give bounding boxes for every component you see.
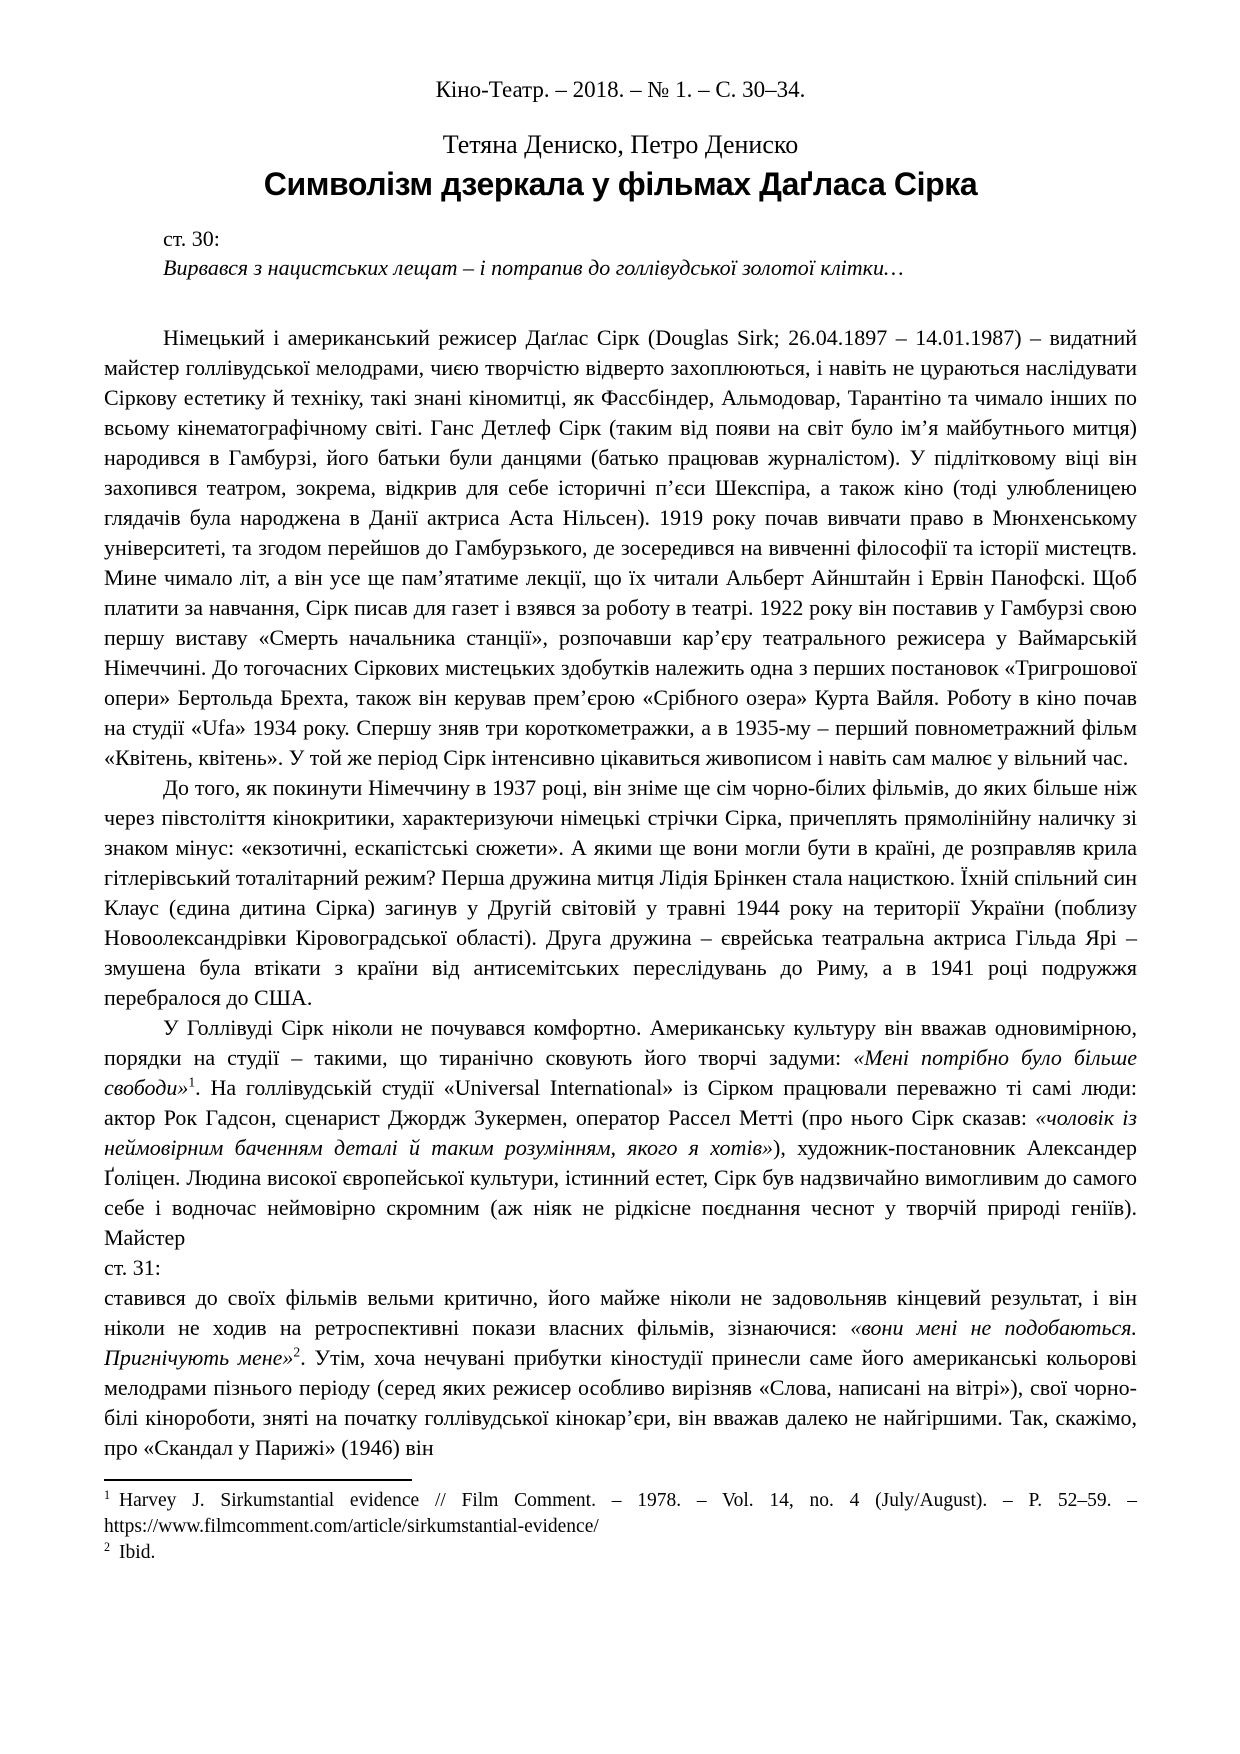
footnote-separator — [104, 1479, 412, 1481]
text-run: ставився до своїх фільмів вельми критично, його майже ніколи не задовольняв кінцевий результат, і він ніколи не ходив на ретроспективні покази власних фільмів, зізнаючися: — [104, 1285, 1137, 1340]
text-run: . Утім, хоча нечувані прибутки кіностудії принесли саме його американські кольорові мелодрами пізнього періоду (серед яких режисер особливо вирізняв «Слова, написані на вітрі»), свої чорно-білі кінороботи, зняті на початку голлівудської кінокар’єри, він вважав далеко не найгіршими. Так, скажімо, про «Скандал у Парижі» (1946) він — [104, 1345, 1137, 1460]
journal-reference: Кіно-Театр. – 2018. – № 1. – С. 30–34. — [435, 77, 806, 102]
footnote-1-marker: 1 — [104, 1487, 111, 1502]
quote-run: «Мені потрібно було більше свободи» — [104, 1045, 1137, 1100]
footnote-ref-1: 1 — [188, 1074, 196, 1090]
text-run: ), художник-постановник Александер Ґоліцен. Людина високої європейської культури, істинний естет, Сірк був надзвичайно вимогливим до самого себе і водночас неймовірно скромним (аж ніяк не рідкісне поєднання чеснот у творчій природі геніїв). Майстер — [104, 1135, 1137, 1250]
quote-run: «чоловік із неймовірним баченням деталі й таким розумінням, якого я хотів» — [104, 1105, 1137, 1160]
text-run: . На голлівудській студії «Universal International» із Сірком працювали переважно ті самі люди: актор Рок Гадсон, сценарист Джордж Зукермен, оператор Рассел Метті (про нього Сірк сказав: — [104, 1075, 1137, 1130]
footnote-2-marker: 2 — [104, 1539, 111, 1554]
text-run: У Голлівуді Сірк ніколи не почувався комфортно. Американську культуру він вважав одновимірною, порядки на студії – такими, що тиранічно сковують його творчі задуми: — [104, 1015, 1137, 1070]
footnote-1 — [104, 1488, 1137, 1540]
quote-run: «вони мені не подобаються. Пригнічують мене» — [104, 1315, 1138, 1370]
paragraph-3 — [104, 1013, 1137, 1253]
article-title: Символізм дзеркала у фільмах Даґласа Сірка — [263, 166, 978, 202]
footnote-2 — [104, 1540, 1137, 1566]
paragraph-1: Німецький і американський режисер Даґлас Сірк (Douglas Sirk; 26.04.1897 – 14.01.1987) – видатний майстер голлівудської мелодрами, чиєю творчістю відверто захоплюються, і навіть не цураються наслідувати Сіркову естетику й техніку, такі знані кіномитці, як Фассбіндер, Альмодовар, Тарантіно та чимало інших по всьому кінематографічному світі. Ганс Детлеф Сірк (таким від появи на світ було ім’я майбутнього митця) народився в Гамбурзі, його батьки були данцями (батько працював журналістом). У підлітковому віці він захопився театром, зокрема, відкрив для себе історичні п’єси Шекспіра, а також кіно (тоді улюбленицею глядачів була народжена в Данії актриса Аста Нільсен). 1919 року почав вивчати право в Мюнхенському університеті, та згодом перейшов до Гамбурзького, де зосередився на вивченні філософії та історії мистецтв. Мине чимало літ, а він усе ще пам’ятатиме лекції, що їх читали Альберт Айнштайн і Ервін Панофскі. Щоб платити за навчання, Сірк писав для газет і взявся за роботу в театрі. 1922 року він поставив у Гамбурзі свою першу виставу «Смерть начальника станції», розпочавши кар’єру театрального режисера у Ваймарській Німеччині. До тогочасних Сіркових мистецьких здобутків належить одна з перших постановок «Тригрошової опери» Бертольда Брехта, також він керував прем’єрою «Срібного озера» Курта Вайля. Роботу в кіно почав на студії «Ufa» 1934 року. Спершу зняв три короткометражки, а в 1935-му – перший повнометражний фільм «Квітень, квітень». У той же період Сірк інтенсивно цікавиться живописом і навіть сам малює у вільний час. — [104, 325, 1137, 770]
footnote-ref-2: 2 — [293, 1344, 301, 1360]
epigraph: Вирвався з нацистських лещат – і потрапив до голлівудської золотої клітки… — [163, 255, 904, 280]
page-marker-31: ст. 31: — [104, 1255, 161, 1280]
paragraph-2: До того, як покинути Німеччину в 1937 році, він зніме ще сім чорно-білих фільмів, до яких більше ніж через півстоліття кінокритики, характеризуючи німецькі стрічки Сірка, причеплять прямолінійну наличку зі знаком мінус: «екзотичні, ескапістські сюжети». А якими ще вони могли бути в країні, де розправляв крила гітлерівський тоталітарний режим? Перша дружина митця Лідія Брінкен стала нацисткою. Їхній спільний син Клаус (єдина дитина Сірка) загинув у Другій світовій у травні 1944 року на території України (поблизу Новоолександрівки Кіровоградської області). Друга дружина – єврейська театральна актриса Гільда Ярі – змушена була втікати з країни від антисемітських переслідувань до Риму, а в 1941 році подружжя перебралося до США. — [104, 775, 1137, 1010]
footnote-2-text: Ibid. — [119, 1542, 156, 1563]
footnote-1-text: Harvey J. Sirkumstantial evidence // Film Comment. – 1978. – Vol. 14, no. 4 (July/August). – P. 52–59. – https://www.filmcomment.com/article/sirkumstantial-evidence/ — [104, 1490, 1137, 1537]
paragraph-4 — [104, 1283, 1137, 1463]
authors-line: Тетяна Дениско, Петро Дениско — [442, 130, 799, 159]
page-marker-30: ст. 30: — [163, 226, 220, 251]
